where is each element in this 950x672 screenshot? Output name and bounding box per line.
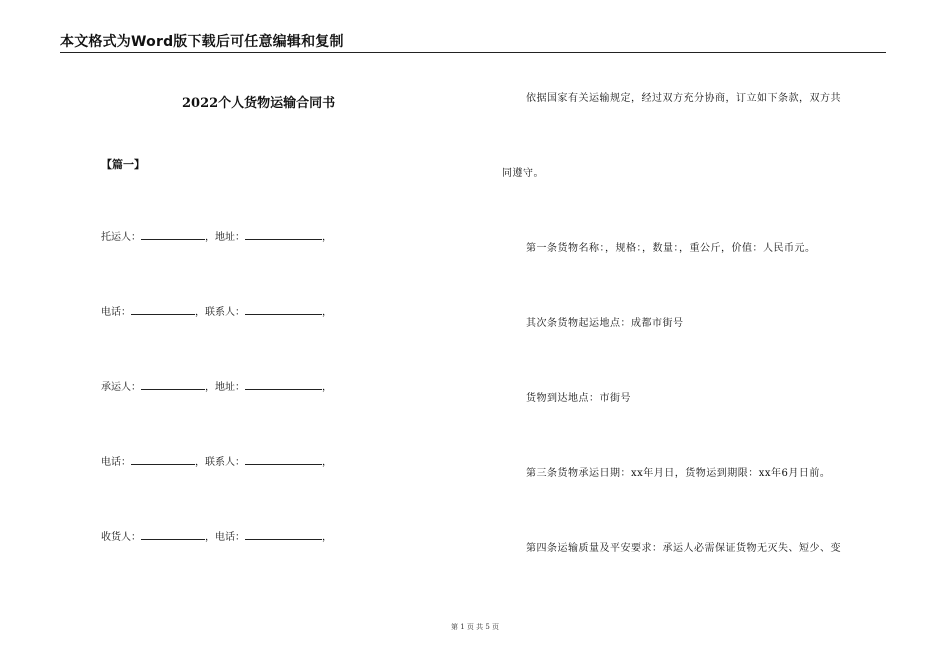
paragraph-line: 第四条运输质量及平安要求：承运人必需保证货物无灭失、短少、变 (526, 543, 841, 554)
document-title: 2022个人货物运输合同书 (182, 96, 336, 111)
paragraph-line: 第一条货物名称：，规格：，数量：，重公斤，价值：人民币元。 (526, 243, 816, 254)
paragraph-line: 同遵守。 (502, 168, 544, 179)
field-label: ，联系人： (195, 457, 245, 468)
phone-contact-row (101, 305, 332, 320)
blank-line (131, 455, 195, 465)
blank-line (141, 380, 205, 390)
shipper-row (101, 230, 332, 245)
paragraph-line: 货物到达地点：市街号 (526, 393, 631, 404)
blank-line (131, 305, 195, 315)
section-label: 【篇一】 (101, 158, 145, 171)
field-label: 电话： (101, 457, 131, 468)
blank-line (245, 380, 322, 390)
paragraph-line: 其次条货物起运地点：成都市街号 (526, 318, 684, 329)
paragraph-line: 依据国家有关运输规定，经过双方充分协商，订立如下条款，双方共 (526, 93, 841, 104)
blank-line (245, 305, 322, 315)
carrier-row (101, 380, 332, 395)
field-label: ，联系人： (195, 307, 245, 318)
field-end: ， (322, 307, 332, 318)
field-label: 托运人： (101, 232, 141, 243)
blank-line (245, 455, 322, 465)
header-text: 本文格式为Word版下载后可任意编辑和复制 (60, 34, 344, 50)
field-end: ， (322, 532, 332, 543)
blank-line (141, 230, 205, 240)
phone-contact-row (101, 455, 332, 470)
field-end: ， (322, 382, 332, 393)
field-label: 电话： (101, 307, 131, 318)
field-label: ，地址： (205, 232, 245, 243)
document-header (60, 34, 886, 53)
blank-line (245, 530, 322, 540)
field-label: 承运人： (101, 382, 141, 393)
blank-line (141, 530, 205, 540)
field-label: ，电话： (205, 532, 245, 543)
field-label: ，地址： (205, 382, 245, 393)
page-number: 第 1 页 共 5 页 (450, 623, 500, 631)
field-end: ， (322, 457, 332, 468)
field-end: ， (322, 232, 332, 243)
paragraph-line: 第三条货物承运日期：xx年月日，货物运到期限：xx年6月日前。 (526, 468, 831, 479)
field-label: 收货人： (101, 532, 141, 543)
blank-line (245, 230, 322, 240)
consignee-row (101, 530, 332, 545)
